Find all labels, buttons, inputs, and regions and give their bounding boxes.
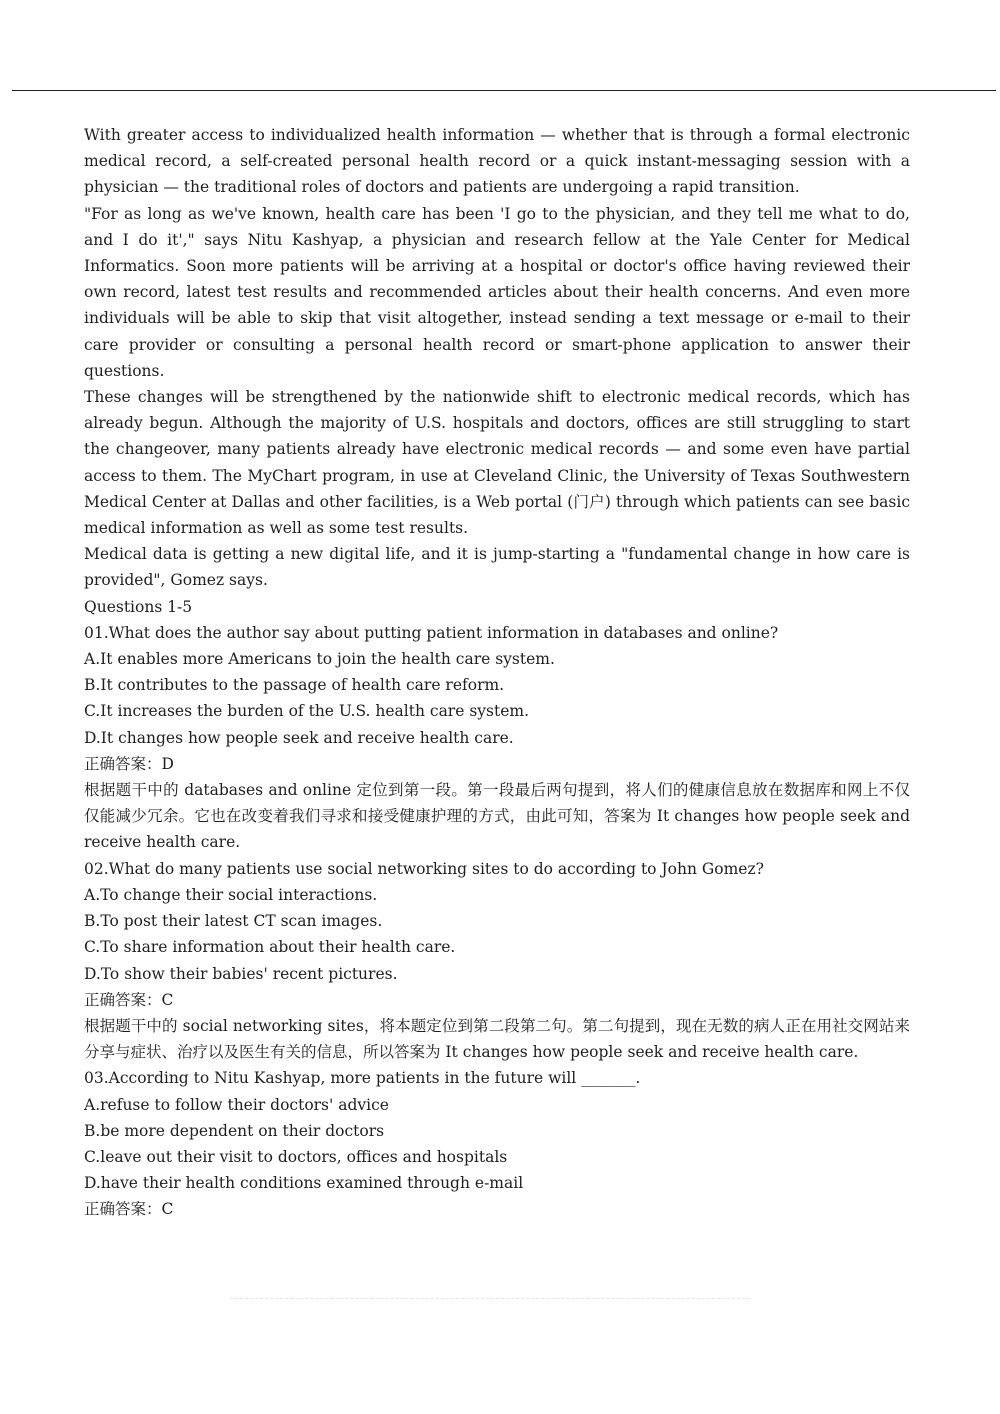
- question-2-option-d: D.To show their babies' recent pictures.: [84, 964, 398, 983]
- question-1-answer: 正确答案：D: [84, 754, 174, 773]
- questions-heading: Questions 1-5: [84, 597, 193, 616]
- document-body: [84, 122, 910, 1223]
- question-1-option-b: B.It contributes to the passage of health care reform.: [84, 676, 505, 695]
- question-1-option-d: D.It changes how people seek and receive health care.: [84, 728, 514, 747]
- passage-paragraph-4: Medical data is getting a new digital life, and it is jump-starting a "fundamental change in how care is provided", Gomez says.: [84, 545, 910, 590]
- question-3-option-c: C.leave out their visit to doctors, offices and hospitals: [84, 1147, 508, 1166]
- question-3-stem: 03.According to Nitu Kashyap, more patients in the future will _______.: [84, 1069, 641, 1088]
- question-1-stem: 01.What does the author say about putting patient information in databases and online?: [84, 623, 779, 642]
- question-3-option-d: D.have their health conditions examined through e-mail: [84, 1174, 524, 1193]
- question-2-answer: 正确答案：C: [84, 990, 174, 1009]
- passage-paragraph-3: These changes will be strengthened by the nationwide shift to electronic medical records, which has already begun. Although the majority of U.S. hospitals and doctors, offices are still struggling to start the changeover, many patients already have electronic medical records — and some even have partial access to them. The MyChart program, in use at Cleveland Clinic, the University of Texas Southwestern Medical Center at Dallas and other facilities, is a Web portal (门户) through which patients can see basic medical information as well as some test results.: [84, 388, 910, 538]
- question-2-stem: 02.What do many patients use social networking sites to do according to John Gomez?: [84, 859, 764, 878]
- question-2-option-c: C.To share information about their health care.: [84, 938, 456, 957]
- question-2-explanation: 根据题干中的 social networking sites，将本题定位到第二段第二句。第二句提到，现在无数的病人正在用社交网站来分享与症状、治疗以及医生有关的信息，所以答案为 It changes how people seek and receive health care.: [84, 1016, 910, 1062]
- question-3-option-a: A.refuse to follow their doctors' advice: [84, 1095, 389, 1114]
- question-3-answer: 正确答案：C: [84, 1200, 174, 1219]
- passage-paragraph-1: With greater access to individualized health information — whether that is through a formal electronic medical record, a self-created personal health record or a quick instant-messaging session with a physician — the traditional roles of doctors and patients are undergoing a rapid transition.: [84, 126, 910, 197]
- question-1-explanation: 根据题干中的 databases and online 定位到第一段。第一段最后两句提到，将人们的健康信息放在数据库和网上不仅仅能减少冗余。它也在改变着我们寻求和接受健康护理的方式，由此可知，答案为 It changes how people seek and receive health care.: [84, 781, 910, 852]
- question-2-option-a: A.To change their social interactions.: [84, 885, 378, 904]
- header-rule: [12, 90, 996, 91]
- question-1-option-a: A.It enables more Americans to join the health care system.: [84, 650, 555, 669]
- question-1-option-c: C.It increases the burden of the U.S. health care system.: [84, 702, 530, 721]
- question-3-option-b: B.be more dependent on their doctors: [84, 1121, 385, 1140]
- question-2-option-b: B.To post their latest CT scan images.: [84, 912, 383, 931]
- passage-paragraph-2: "For as long as we've known, health care has been 'I go to the physician, and they tell me what to do, and I do it'," says Nitu Kashyap, a physician and research fellow at the Yale Center for Medical Informatics. Soon more patients will be arriving at a hospital or doctor's office having reviewed their own record, latest test results and recommended articles about their health concerns. And even more individuals will be able to skip that visit altogether, instead sending a text message or e-mail to their care provider or consulting a personal health record or smart-phone application to answer their questions.: [84, 204, 910, 380]
- footer-scan-line: [230, 1298, 750, 1299]
